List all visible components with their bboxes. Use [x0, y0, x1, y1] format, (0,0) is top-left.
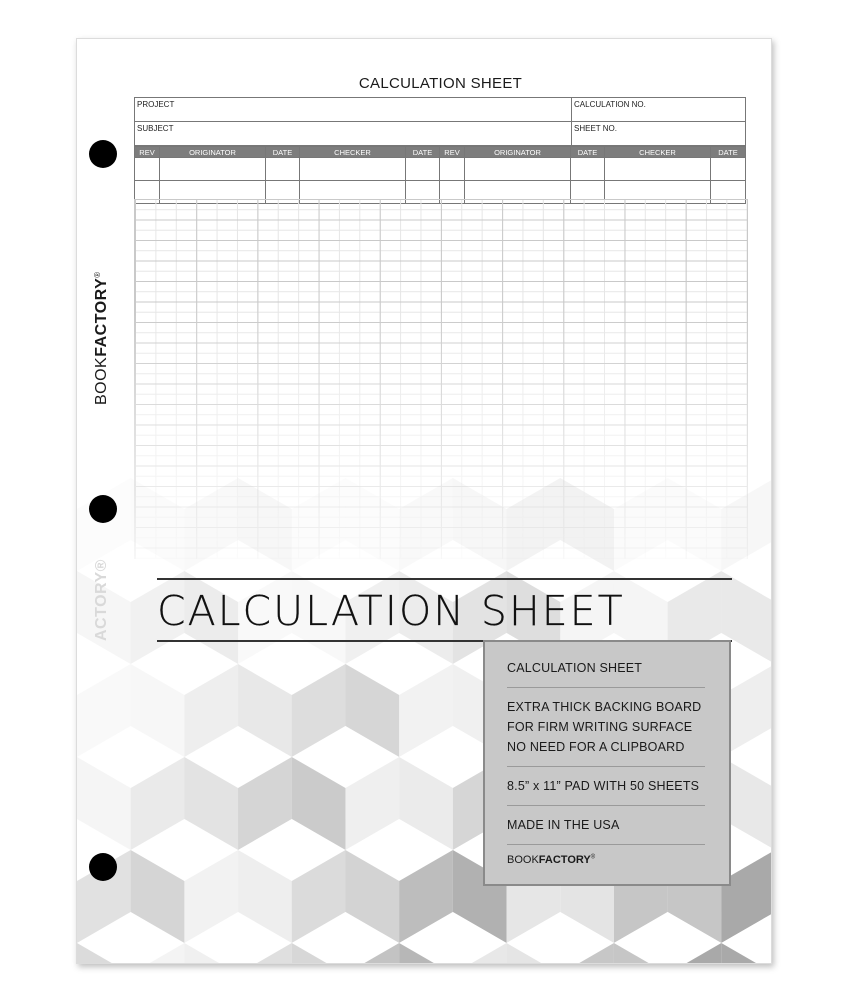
brand-factory: FACTORY [93, 277, 110, 357]
brand-factory: FACTORY [538, 854, 591, 866]
info-line-origin: MADE IN THE USA [507, 818, 620, 832]
sig-header: DATE [711, 147, 746, 158]
subject-field[interactable]: SUBJECT [135, 122, 572, 146]
brand-logo-vertical [93, 271, 111, 405]
sig-cell[interactable] [605, 158, 711, 181]
brand-reg: ® [93, 271, 102, 278]
sig-cell[interactable] [406, 158, 440, 181]
sig-cell[interactable] [135, 158, 160, 181]
signature-table [134, 146, 746, 204]
calculation-no-field[interactable]: CALCULATION NO. [572, 98, 746, 122]
brand-reg: ® [590, 854, 596, 861]
sig-cell[interactable] [571, 158, 605, 181]
sig-cell[interactable] [160, 158, 266, 181]
info-line-backing: EXTRA THICK BACKING BOARD [507, 700, 702, 714]
sig-header: CHECKER [300, 147, 406, 158]
brand-logo-ghost [93, 559, 111, 641]
signature-row [135, 158, 746, 181]
info-box [483, 640, 731, 886]
signature-header-row [135, 147, 746, 158]
info-line-product: CALCULATION SHEET [507, 661, 643, 675]
brand-book: BOOK [93, 356, 110, 405]
sig-cell[interactable] [300, 158, 406, 181]
sheet-no-field[interactable]: SHEET NO. [572, 122, 746, 146]
binder-hole-bottom [89, 853, 117, 881]
sig-header: DATE [266, 147, 300, 158]
sig-header: DATE [571, 147, 605, 158]
brand-ghost-text: ACTORY® [93, 559, 110, 641]
info-line-clipboard: NO NEED FOR A CLIPBOARD [507, 740, 685, 754]
sig-header: ORIGINATOR [160, 147, 266, 158]
sig-cell[interactable] [440, 158, 465, 181]
sig-cell[interactable] [465, 158, 571, 181]
header-form [134, 97, 746, 204]
info-divider [507, 844, 705, 845]
info-divider [507, 805, 705, 806]
sig-header: ORIGINATOR [465, 147, 571, 158]
meta-table [134, 97, 746, 146]
info-line-surface: FOR FIRM WRITING SURFACE [507, 720, 693, 734]
sig-header: REV [135, 147, 160, 158]
binder-hole-middle [89, 495, 117, 523]
graph-grid [134, 199, 748, 559]
title-rule-top [157, 578, 732, 580]
brand-book: BOOK [507, 854, 539, 866]
sheet-title: CALCULATION SHEET [358, 75, 523, 92]
sig-header: CHECKER [605, 147, 711, 158]
sig-cell[interactable] [711, 158, 746, 181]
calculation-pad [76, 38, 772, 964]
project-field[interactable]: PROJECT [135, 98, 572, 122]
cover-title: CALCULATION SHEET [157, 587, 625, 635]
info-divider [507, 687, 705, 688]
brand-logo-small [507, 854, 705, 866]
info-divider [507, 766, 705, 767]
sig-header: REV [440, 147, 465, 158]
sig-cell[interactable] [266, 158, 300, 181]
binder-hole-top [89, 140, 117, 168]
info-line-size: 8.5” x 11” PAD WITH 50 SHEETS [507, 779, 700, 793]
sig-header: DATE [406, 147, 440, 158]
